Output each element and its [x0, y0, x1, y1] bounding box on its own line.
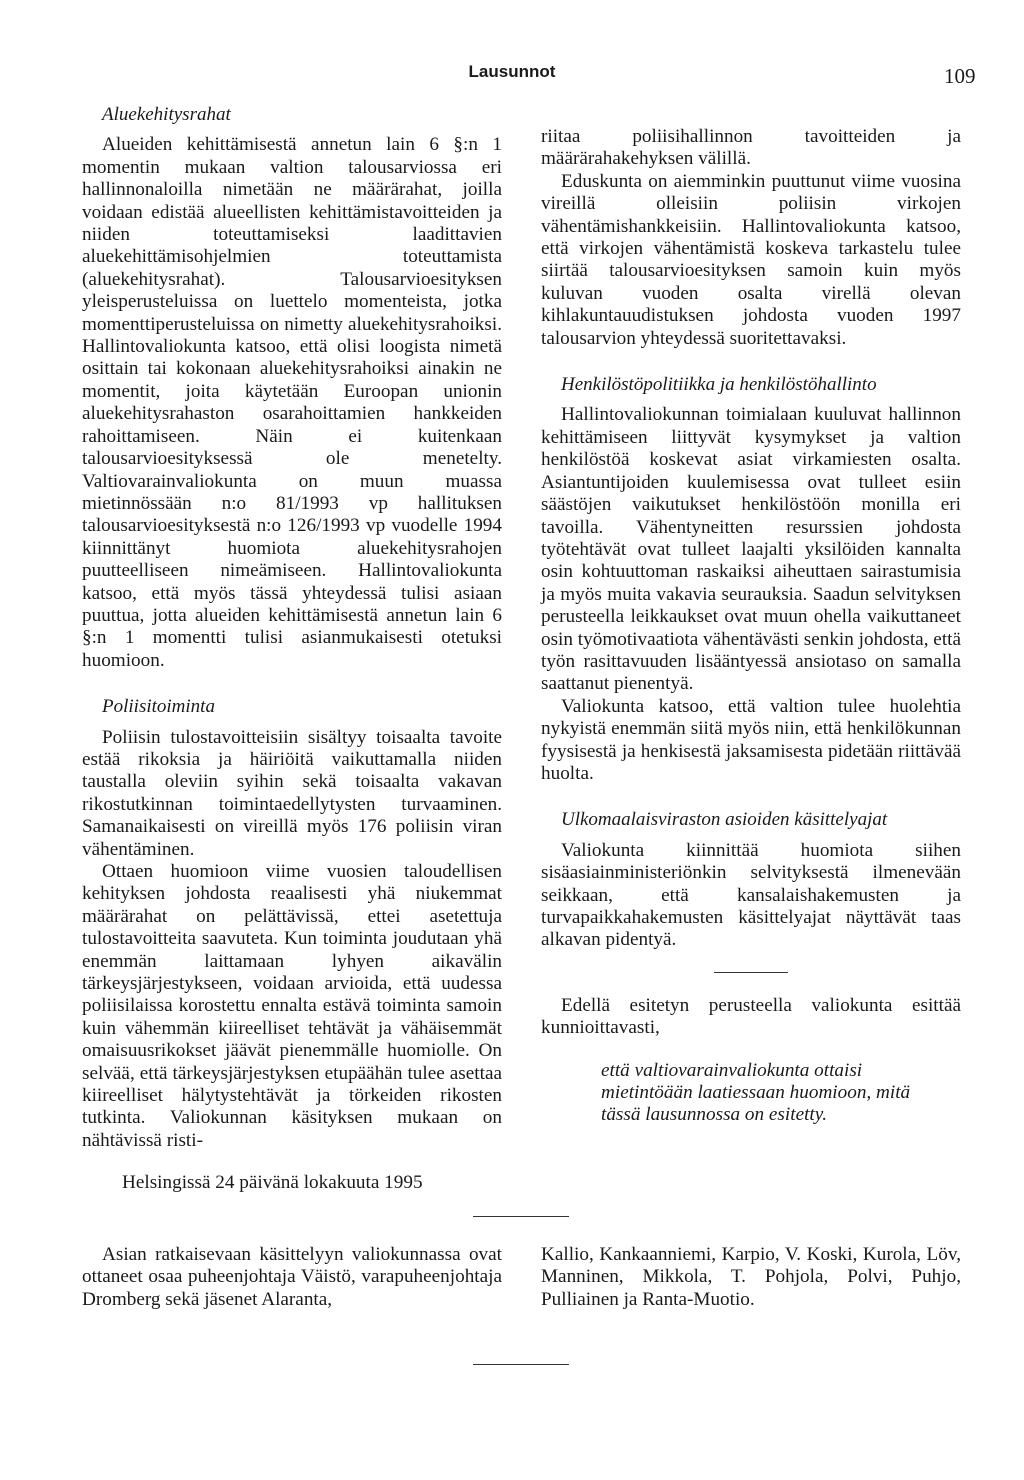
- page-header-title: Lausunnot: [468, 62, 556, 81]
- paragraph-conclusion: Edellä esitetyn perusteella valiokunta esittää kunnioittavasti,: [541, 994, 961, 1039]
- paragraph-poliisitoiminta-2: Ottaen huomioon viime vuosien taloudellisen kehityksen johdosta reaalisesti yhä niukemmat määrärahat on pelättävissä, ettei asetettuja tulostavoitteita saavuteta. Kun toiminta joudutaan yhä enemmän laittamaan lyhyen aikavälin tärkeysjärjestykseen, voidaan arvioida, että uudessa poliisilaissa korostettu ennalta estävä toiminta samoin kuin vähemmän kiireelliset tehtävät ja vähäisemmät omaisuusrikokset jäävät pienemmälle huomiolle. On selvää, että tärkeysjärjestyksen etupäähän tulee asettaa kiireelliset hälytystehtävät ja törkeiden rikosten tutkinta. Valiokunnan käsityksen mukaan on nähtävissä risti-: [82, 861, 502, 1151]
- right-column: [541, 104, 961, 1127]
- divider-rule: [714, 972, 788, 973]
- statement-text: että valtiovarainvaliokunta ottaisi mietintöään laatiessaan huomioon, mitä tässä lausunnossa on esitetty.: [601, 1059, 911, 1126]
- statement-block: [541, 1060, 961, 1127]
- signoff-date: Helsingissä 24 päivänä lokakuuta 1995: [122, 1172, 423, 1193]
- paragraph-continuation: riitaa poliisihallinnon tavoitteiden ja määrärahakehyksen välillä.: [541, 126, 961, 170]
- paragraph-henkilosto-1: Hallintovaliokunnan toimialaan kuuluvat hallinnon kehittämiseen liittyvät kysymykset ja valtion henkilöstöä koskevat asiat virkamiesten osalta. Asiantuntijoiden kuulemisessa ovat tulleet esiin säästöjen vaikutukset henkilöstöön monilla eri tavoilla. Vähentyneitten resurssien johdosta työtehtävät ovat tulleet laajalti yksilöiden kannalta osin kohtuuttoman raskaiksi aiheuttaen sairastumisia ja myös muita vakavia seurauksia. Saadun selvityksen perusteella leikkaukset ovat muun ohella vaikuttaneet osin työmotivaatiota vähentävästi senkin johdosta, että työn rasittavuuden lisääntyessä ansiotaso on samalla saattanut pienentyä.: [541, 404, 961, 695]
- paragraph-poliisitoiminta-1: Poliisin tulostavoitteisiin sisältyy toisaalta tavoite estää rikoksia ja häiriöitä vaikuttamalla niiden taustalla oleviin syihin sekä toisaalta vakavan rikostutkinnan toimintaedellytysten turvaaminen. Samanaikaisesti on vireillä myös 176 poliisin viran vähentäminen.: [82, 726, 502, 860]
- section-heading-poliisitoiminta: Poliisitoiminta: [102, 696, 215, 718]
- paragraph-eduskunta: Eduskunta on aiemminkin puuttunut viime vuosina vireillä olleisiin poliisin virkojen vähentämishankkeisiin. Hallintovaliokunta katsoo, että virkojen vähentämistä koskeva tarkastelu tulee siirtää talousarvioesityksen samoin kuin myös kuluvan vuoden osalta virellä olevan kihlakuntauudistuksen johdosta vuoden 1997 talousarvion yhteydessä suoritettavaksi.: [541, 170, 961, 349]
- left-column: [82, 104, 502, 1152]
- divider-rule-middle: [473, 1216, 569, 1217]
- participants-left: Asian ratkaisevaan käsittelyyn valiokunnassa ovat ottaneet osaa puheenjohtaja Väistö, varapuheenjohtaja Dromberg sekä jäsenet Alaranta,: [82, 1244, 502, 1310]
- participants-right: Kallio, Kankaanniemi, Karpio, V. Koski, Kurola, Löv, Manninen, Mikkola, T. Pohjola, Polvi, Puhjo, Pulliainen ja Ranta-Muotio.: [541, 1244, 961, 1310]
- section-heading-henkilostopolitiikka: Henkilöstöpolitiikka ja henkilöstöhallinto: [561, 374, 877, 396]
- section-heading-ulkomaalaisvirasto: Ulkomaalaisviraston asioiden käsittelyajat: [561, 809, 888, 831]
- divider-rule-end: [473, 1364, 569, 1365]
- paragraph-henkilosto-2: Valiokunta katsoo, että valtion tulee huolehtia nykyistä enemmän siitä myös niin, että henkilökunnan fyysisestä ja henkisestä jaksamisesta pidetään riittävää huolta.: [541, 695, 961, 784]
- paragraph-ulkomaalaisvirasto: Valiokunta kiinnittää huomiota siihen sisäasiainministeriönkin selvityksestä ilmenevään seikkaan, että kansalaishakemusten ja turvapaikkahakemusten käsittelyajat näyttävät taas alkavan pidentyä.: [541, 839, 961, 951]
- paragraph-aluekehitysrahat: Alueiden kehittämisestä annetun lain 6 §:n 1 momentin mukaan valtion talousarviossa eri hallinnonaloilla nimetään ne määrärahat, joilla voidaan edistää alueellisten kehittämistavoitteiden ja niiden toteuttamiseksi laadittavien aluekehittämisohjelmien toteuttamista (aluekehitysrahat). Talousarvioesityksen yleisperusteluissa on luettelo momenteista, jotka momenttiperusteluissa on nimetty aluekehitysrahoiksi. Hallintovaliokunta katsoo, että olisi loogista nimetä osittain tai kokonaan aluekehitysrahoiksi ainakin ne momentit, joita käytetään Euroopan unionin aluekehitysrahaston osarahoittamien hankkeiden rahoittamiseen. Näin ei kuitenkaan talousarvioesityksessä ole menetelty. Valtiovarainvaliokunta on muun muassa mietinnössään n:o 81/1993 vp hallituksen talousarvioesityksestä n:o 126/1993 vp vuodelle 1994 kiinnittänyt huomiota aluekehitysrahojen puutteelliseen nimeämiseen. Hallintovaliokunta katsoo, että myös tässä yhteydessä tulisi asiaan puuttua, jotta alueiden kehittämisestä annetun lain 6 §:n 1 momentti tulisi asianmukaisesti otetuksi huomioon.: [82, 134, 502, 671]
- section-heading-aluekehitysrahat: Aluekehitysrahat: [102, 104, 231, 125]
- page-number: 109: [944, 64, 976, 88]
